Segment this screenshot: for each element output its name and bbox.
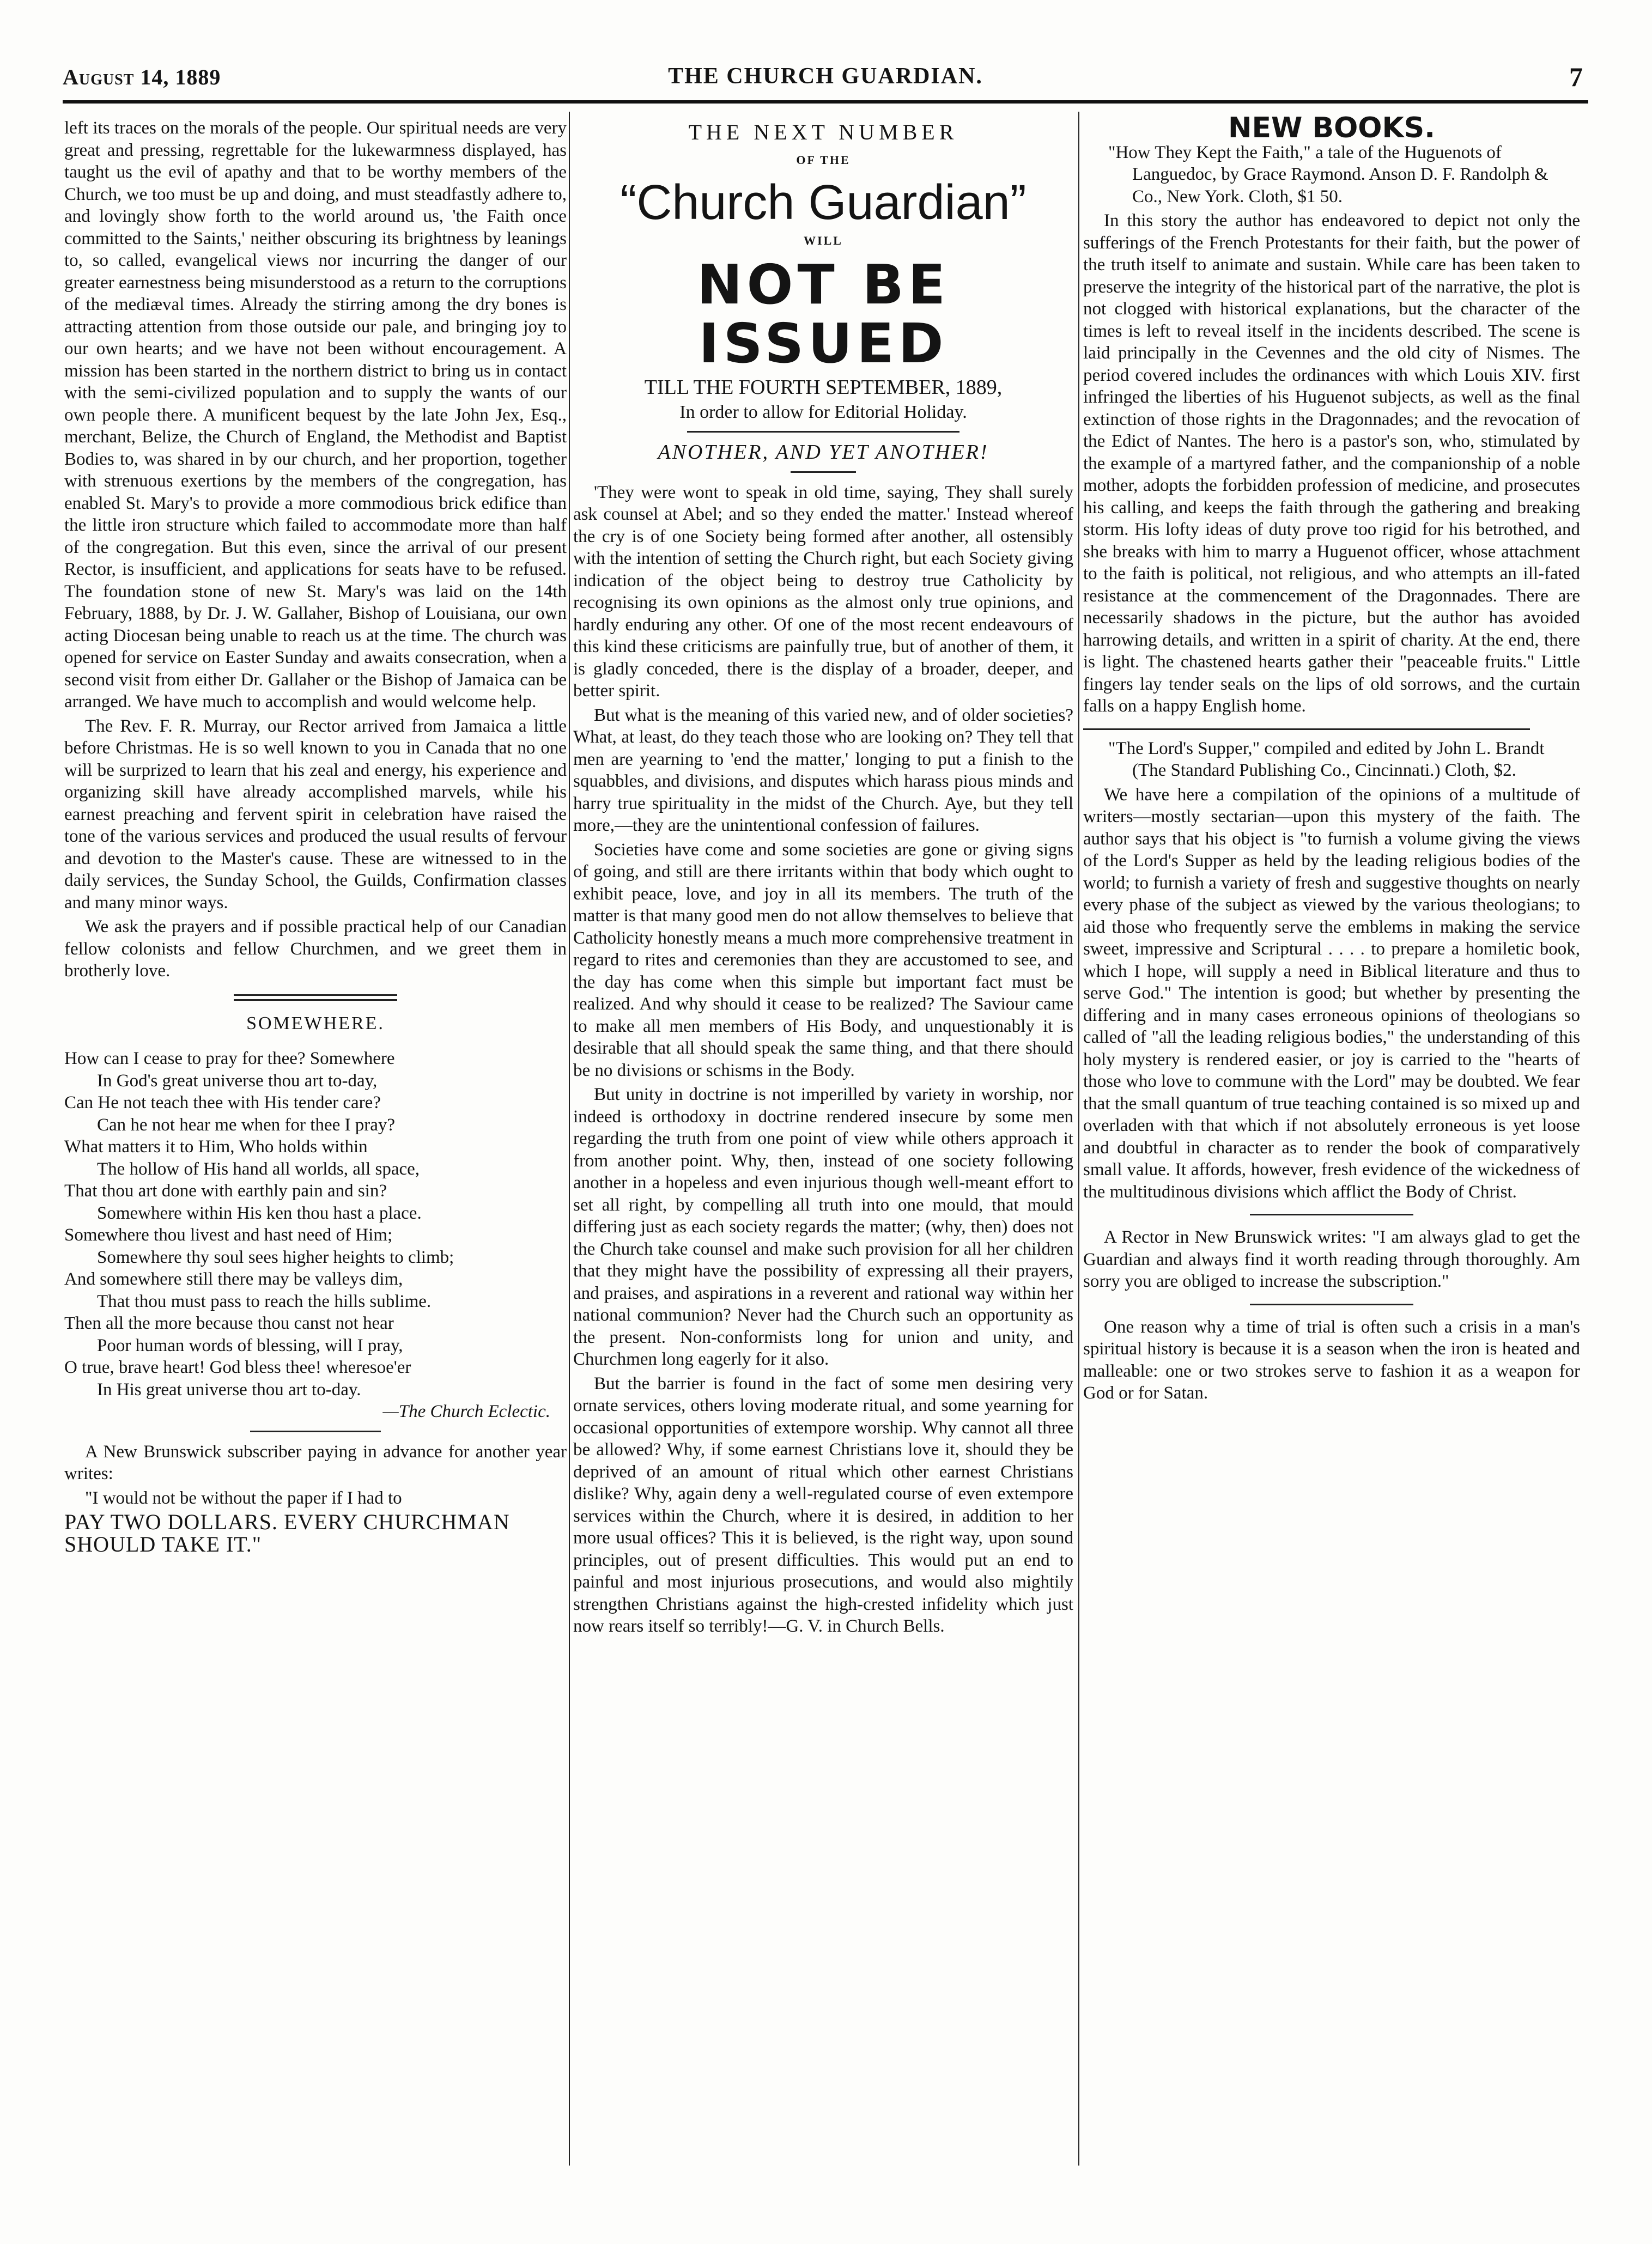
poem-title: SOMEWHERE.: [246, 1013, 385, 1033]
article-paragraph: The Rev. F. R. Murray, our Rector arrived from Jamaica a little before Christmas. He is so well known to you in Canada that no one will be surprized to learn that his zeal and energy, his experience and organizing skill have already accomplished marvels, while his earnest preaching and fervent spirit in celebration have raised the tone of the various services and produced the usual results of fervour and devotion to the Master's cause. These are witnessed to in the daily services, the Sunday School, the Guilds, Confirmation classes and many minor ways.: [64, 716, 567, 913]
column-right: [1083, 112, 1580, 1407]
notice-not-issued: NOT BE ISSUED: [696, 252, 950, 375]
column-divider: [569, 112, 570, 2166]
article-paragraph: Societies have come and some societies are gone or giving signs of going, and still are there irritants within that body which ought to exhibit peace, love, and joy in all its members. The truth of the matter is that many good men do not allow themselves to believe that Catholicity honestly means a much more comprehensive treatment in regard to rites and ceremonies than they are accustomed to see, and the day has come when this simple but important fact must be realized. And why should it cease to be realized? The Saviour came to make all men members of His Body, and unquestionably it is desirable that all should speak the same thing, and that there should be no divisions or schisms in the Body.: [573, 840, 1073, 1080]
rector-note: A Rector in New Brunswick writes: "I am always glad to get the Guardian and always find it worth reading through thoroughly. Am sorry you are obliged to increase the subscription.": [1083, 1227, 1580, 1291]
section-divider: [1250, 1304, 1413, 1305]
poem-line: Somewhere within His ken thou hast a place.: [97, 1203, 422, 1223]
article-paragraph: 'They were wont to speak in old time, saying, They shall surely ask counsel at Abel; and so they ended the matter.' Instead whereof the cry is of one Society being formed after another, all ostensibly with the intention of setting the Church right, but each Society giving indication of the object being to destroy true Catholicity by recognising its own opinions as the almost only true opinions, and hardly enduring any other. Of one of the most recent endeavours of this kind these criticisms are painfully true, but of another of them, it is gladly conceded, there is the display of a broader, deeper, and better spirit.: [573, 482, 1073, 701]
poem-line: And somewhere still there may be valleys dim,: [64, 1269, 403, 1289]
column-divider: [1078, 112, 1079, 2166]
article-paragraph: But unity in doctrine is not imperilled by variety in worship, nor indeed is orthodoxy in doctrine rendered insecure by some men regarding the truth from one point of view while others approach it from another point. Why, then, instead of one society following another in a hopeless and even injurious though well-meant effort to set all right, by compelling all truth into one mould, that mould differing just as each society regards the matter; (why, then) does not the Church take counsel and make such provision for all her children that they might have the possibility of expressing all their prayers, and praises, and aspirations in a reverent and rational way within her national communion? Never had the Church such an opportunity as the present. Non-conformists long for union and unity, and Churchmen long eagerly for it also.: [573, 1085, 1073, 1369]
article-paragraph: But what is the meaning of this varied new, and of older societies? What, at least, do they teach those who are looking on? They tell that men are yearning to 'end the matter,' longing to put a finish to the squabbles, and divisions, and disputes which harass pious minds and harry true spirituality in the midst of the Church. Aye, but they tell more,—they are the unintentional confession of failures.: [573, 705, 1073, 835]
poem-line: In His great universe thou art to-day.: [97, 1379, 361, 1400]
book-citation: "How They Kept the Faith," a tale of the Huguenots of Languedoc, by Grace Raymond. Anson D. F. Randolph & Co., New York. Cloth, $1 50.: [1108, 142, 1548, 206]
section-divider: [250, 1431, 381, 1432]
column-left: [64, 117, 567, 1558]
poem-line: Can he not hear me when for thee I pray?: [97, 1115, 396, 1135]
closing-note: One reason why a time of trial is often such a crisis in a man's spiritual history is because it is a season when the iron is heated and malleable: one or two strokes serve to fashion it as a weapon for God or for Satan.: [1083, 1317, 1580, 1403]
section-title: NEW BOOKS.: [1228, 112, 1436, 144]
section-divider: [1250, 1214, 1413, 1215]
page-number: 7: [1569, 62, 1583, 92]
notice-will: WILL: [804, 234, 843, 247]
column-middle: [573, 117, 1073, 1640]
article-paragraph: left its traces on the morals of the people. Our spiritual needs are very great and pressing, regrettable for the lukewarmness displayed, has taught us the evil of apathy and that to be worthy members of the Church, we too must be up and doing, and must steadfastly adhere to, and lovingly show forth to the world around us, 'the Faith once committed to the Saints,' neither obscuring its brightness by leanings to, so called, evangelical views nor incurring the danger of our greater earnestness being misunderstood as a return to the corruptions of the mediæval times. Already the stirring among the dry bones is attracting attention from those outside our pale, and bringing joy to our own hearts; and we have not been without encouragement. A mission has been started in the northern district to bring us in contact with the semi-civilized population and to supply the wants of our own people there. A munificent bequest by the late John Jex, Esq., merchant, Belize, the Church of England, the Methodist and Baptist Bodies to, was shared in by our church, and her proportion, together with strenuous exertions by the members of the congregation, has enabled St. Mary's to provide a more commodious brick edifice than the little iron structure which failed to accommodate more than half of the congregation. But this even, since the arrival of our present Rector, is insufficient, and applications for seats have to be refused. The foundation stone of new St. Mary's was laid on the 14th February, 1888, by Dr. J. W. Gallaher, Bishop of Louisiana, our own acting Diocesan being unable to reach us at the time. The church was opened for service on Easter Sunday and awaits consecration, when a second visit from either Dr. Gallaher or the Bishop of Jamaica can be arranged. We have much to accomplish and would welcome help.: [64, 118, 567, 711]
poem-line: Somewhere thy soul sees higher heights to climb;: [97, 1247, 454, 1267]
section-divider: [1083, 728, 1530, 730]
section-divider: [791, 471, 856, 473]
subscriber-quote-caps: PAY TWO DOLLARS. EVERY CHURCHMAN SHOULD TAKE IT.": [64, 1510, 510, 1556]
page-header: [63, 61, 1588, 104]
notice-of: OF THE: [796, 153, 851, 167]
notice-reason: In order to allow for Editorial Holiday.: [679, 402, 967, 422]
section-divider: [234, 994, 397, 1001]
book-review: We have here a compilation of the opinions of a multitude of writers—mostly sectarian—upon this mystery of the faith. The author says that his object is "to furnish a volume giving the views of the Lord's Supper as held by the leading religious bodies of the world; to furnish a variety of fresh and suggestive thoughts on nearly every phase of the subject as viewed by the various theologians; to aid those who frequently serve the emblems in making the service sweet, impressive and Scriptural . . . . to prepare a homiletic book, which I hope, will supply a need in Biblical literature and thus to serve God." The intention is good; but whether by presenting the differing and in many cases erroneous opinions of theologians so called of "all the leading religious bodies," the understanding of this holy mystery is rendered easier, or joy is carried to the "hearts of those who love to commune with the Lord" may be doubted. We fear that the small quantum of true teaching contained is so mixed up and overladen with that which if not absolutely erroneous is yet loose and doubtful in character as to render the book of comparatively small value. It affords, however, fresh evidence of the wickedness of the multitudinous divisions which afflict the Body of Christ.: [1083, 785, 1580, 1202]
poem-line: Poor human words of blessing, will I pray,: [97, 1335, 403, 1355]
poem-line: In God's great universe thou art to-day,: [97, 1071, 378, 1091]
section-divider: [687, 431, 959, 433]
notice-paper-name: “Church Guardian”: [620, 175, 1027, 230]
issue-date: August 14, 1889: [63, 65, 221, 89]
poem-line: Then all the more because thou canst not hear: [64, 1313, 394, 1333]
poem-line: What matters it to Him, Who holds within: [64, 1137, 368, 1157]
poem-line: Somewhere thou livest and hast need of Him;: [64, 1225, 393, 1245]
poem-line: O true, brave heart! God bless thee! wheresoe'er: [64, 1358, 411, 1377]
subscriber-intro: A New Brunswick subscriber paying in advance for another year writes:: [64, 1442, 567, 1483]
article-paragraph: But the barrier is found in the fact of some men desiring very ornate services, others loving moderate ritual, and some yearning for occasional opportunities of extempore worship. Why cannot all three be allowed? Why, if some earnest Christians love it, should they be deprived of an amount of ritual which other earnest Christians dislike? Why, again deny a well-regulated course of even extempore services within the Church, where it is desired, in addition to her more usual offices? This it is believed, is the right way, upon sound principles, out of present difficulties. This would put an end to painful and most injurious prosecutions, and would also mightily strengthen Christians against the high-crested infidelity which just now rears itself so terribly!—G. V. in Church Bells.: [573, 1373, 1073, 1636]
poem-attribution: —The Church Eclectic.: [382, 1402, 550, 1421]
poem-line: How can I cease to pray for thee? Somewhere: [64, 1049, 395, 1068]
poem-line: Can He not teach thee with His tender care?: [64, 1093, 381, 1112]
poem: [64, 1048, 567, 1423]
masthead-title: THE CHURCH GUARDIAN.: [668, 64, 983, 89]
article-paragraph: We ask the prayers and if possible practical help of our Canadian fellow colonists and fellow Churchmen, and we greet them in brotherly love.: [64, 917, 567, 981]
book-citation: "The Lord's Supper," compiled and edited by John L. Brandt (The Standard Publishing Co., Cincinnati.) Cloth, $2.: [1108, 738, 1545, 780]
article-title: ANOTHER, AND YET ANOTHER!: [658, 441, 989, 464]
notice-heading: THE NEXT NUMBER: [688, 120, 958, 144]
subscriber-quote: "I would not be without the paper if I had to: [85, 1488, 402, 1508]
poem-line: That thou art done with earthly pain and sin?: [64, 1181, 387, 1201]
poem-line: That thou must pass to reach the hills sublime.: [97, 1291, 432, 1311]
poem-line: The hollow of His hand all worlds, all space,: [97, 1159, 420, 1179]
notice-date: TILL THE FOURTH SEPTEMBER, 1889,: [644, 375, 1003, 399]
book-review: In this story the author has endeavored to depict not only the sufferings of the French Protestants for their faith, but the power of the truth itself to animate and sustain. While care has been taken to preserve the integrity of the historical part of the narrative, the plot is not clogged with historical explanations, but the character of the times is left to reveal itself in the incidents described. The scene is laid principally in the Cevennes and the old city of Nismes. The period covered includes the ordinances with which Louis XIV. first infringed the liberties of his Huguenot subjects, as well as the final extinction of those rights in the Dragonnades; and the revocation of the Edict of Nantes. The hero is a pastor's son, who, stimulated by the example of a martyred father, and the companionship of a noble mother, adopts the forbidden profession of medicine, and prosecutes his calling, and keeps the faith through the gathering and breaking storm. His lofty ideas of duty prove too rigid for his betrothed, and she breaks with him to marry a Huguenot officer, whose attachment to the faith is political, not religious, and who attempts an ill-fated resistance at the commencement of the Dragonnades. There are necessarily shadows in the picture, but the author has avoided harrowing details, and written in a spirit of charity. At the end, there is light. The chastened hearts gather their "peaceable fruits." Little fingers lay tender seals on the lips of old sorrows, and the curtain falls on a happy English home.: [1083, 211, 1580, 716]
